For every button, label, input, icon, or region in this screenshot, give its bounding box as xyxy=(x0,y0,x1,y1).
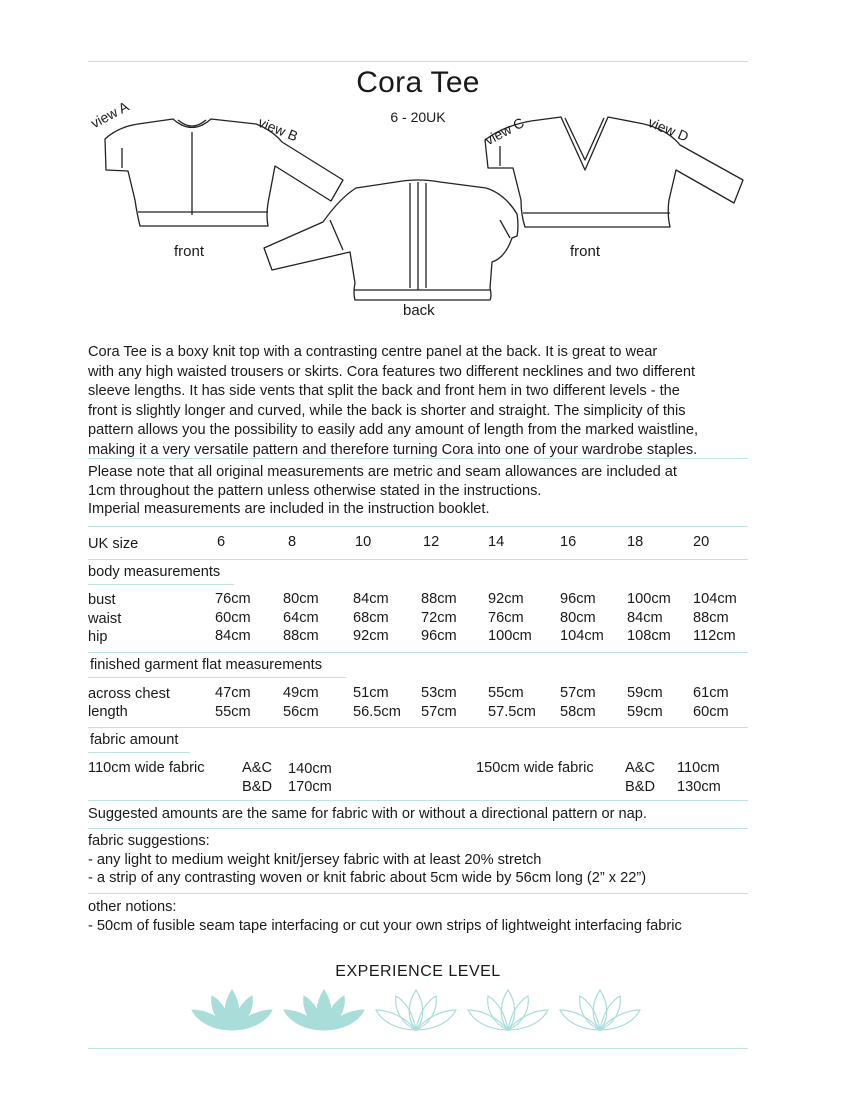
cell: 47cm xyxy=(215,685,251,701)
cell: 49cm xyxy=(283,685,319,701)
view-d-label: view D xyxy=(646,114,691,145)
lotus-icon-outline xyxy=(468,990,548,1030)
fabric-note: Suggested amounts are the same for fabric with or without a directional pattern or nap. xyxy=(88,806,647,822)
note-line: Imperial measurements are included in the instruction booklet. xyxy=(88,501,490,517)
cell: 104cm xyxy=(560,628,604,644)
fabric-110-label: 110cm wide fabric xyxy=(88,760,205,776)
row-label: hip xyxy=(88,629,108,645)
cell: 96cm xyxy=(560,591,596,607)
cell: 80cm xyxy=(560,610,596,626)
cell: 55cm xyxy=(488,685,524,701)
cell: 64cm xyxy=(283,610,319,626)
row-label: waist xyxy=(88,611,122,627)
description-line: making it a very versatile pattern and therefore turning Cora into one of your wardrobe staples. xyxy=(88,441,698,458)
size-col: 20 xyxy=(693,534,710,550)
cell: 100cm xyxy=(627,591,671,607)
cell: 61cm xyxy=(693,685,729,701)
description-line: with any high waisted trousers or skirts. Cora features two different necklines and two different xyxy=(88,363,696,380)
size-header-label: UK size xyxy=(88,536,139,552)
fabric-amount-title: fabric amount xyxy=(90,732,179,748)
size-col: 6 xyxy=(217,534,226,550)
suggestion-item: - a strip of any contrasting woven or knit fabric about 5cm wide by 56cm long (2” x 22”) xyxy=(88,870,647,886)
cell: 76cm xyxy=(215,591,251,607)
view-c-label: view C xyxy=(482,114,527,149)
size-col: 16 xyxy=(560,534,577,550)
cell: 108cm xyxy=(627,628,671,644)
cell: 51cm xyxy=(353,685,389,701)
description-line: sleeve lengths. It has side vents that split the back and front hem in two different levels - the xyxy=(88,383,680,400)
bottom-rule xyxy=(88,1048,748,1049)
cell: 84cm xyxy=(215,628,251,644)
cell: 80cm xyxy=(283,591,319,607)
fabric-suggestions-title: fabric suggestions: xyxy=(88,833,210,849)
cell: 57cm xyxy=(560,685,596,701)
lotus-icon-filled xyxy=(284,990,364,1030)
fabric-150-amount: 130cm xyxy=(677,779,721,795)
cell: 56.5cm xyxy=(353,704,401,720)
row-label: across chest xyxy=(88,686,170,702)
fabric-110-amount: 140cm xyxy=(288,761,332,777)
note-line: 1cm throughout the pattern unless otherwise stated in the instructions. xyxy=(88,482,542,499)
notion-item: - 50cm of fusible seam tape interfacing or cut your own strips of lightweight interfacing fabric xyxy=(88,917,682,934)
cell: 100cm xyxy=(488,628,532,644)
description-line: pattern allows you the possibility to easily add any amount of length from the marked waistline, xyxy=(88,422,699,439)
row-label: bust xyxy=(88,592,116,608)
fabric-150-views: A&C xyxy=(625,760,656,776)
back-caption: back xyxy=(403,302,435,319)
cell: 72cm xyxy=(421,610,457,626)
size-col: 10 xyxy=(355,534,372,550)
cell: 88cm xyxy=(421,591,457,607)
view-a-label: view A xyxy=(88,98,132,132)
cell: 88cm xyxy=(693,610,729,626)
body-measurements-title: body measurements xyxy=(88,564,221,580)
finished-measurements-title: finished garment flat measurements xyxy=(90,657,322,673)
cell: 76cm xyxy=(488,610,524,626)
cell: 68cm xyxy=(353,610,389,626)
cell: 57cm xyxy=(421,704,457,720)
page-title: Cora Tee xyxy=(356,66,480,99)
cell: 60cm xyxy=(693,704,729,720)
size-col: 12 xyxy=(423,534,440,550)
cell: 92cm xyxy=(488,591,524,607)
cell: 55cm xyxy=(215,704,251,720)
cell: 88cm xyxy=(283,628,319,644)
cell: 104cm xyxy=(693,591,737,607)
cell: 53cm xyxy=(421,685,457,701)
lotus-icon-outline xyxy=(560,990,640,1030)
lotus-icon-outline xyxy=(376,990,456,1030)
cell: 112cm xyxy=(693,628,736,644)
description-line: Cora Tee is a boxy knit top with a contrasting centre panel at the back. It is great to wear xyxy=(88,344,658,360)
cell: 60cm xyxy=(215,610,251,626)
fabric-110-views: A&C xyxy=(242,760,273,776)
front-caption-right: front xyxy=(570,243,601,260)
other-notions-title: other notions: xyxy=(88,899,177,915)
size-col: 14 xyxy=(488,534,505,550)
suggestion-item: - any light to medium weight knit/jersey fabric with at least 20% stretch xyxy=(88,851,542,868)
cell: 57.5cm xyxy=(488,704,536,720)
view-b-label: view B xyxy=(256,114,301,145)
front-caption-left: front xyxy=(174,243,205,260)
size-range: 6 - 20UK xyxy=(390,109,446,125)
fabric-150-views: B&D xyxy=(625,779,656,795)
lotus-icon-filled xyxy=(192,990,272,1030)
cell: 58cm xyxy=(560,704,596,720)
size-col: 18 xyxy=(627,534,644,550)
fabric-110-views: B&D xyxy=(242,779,273,795)
fabric-110-amount: 170cm xyxy=(288,779,332,795)
cell: 84cm xyxy=(627,610,663,626)
fabric-150-amount: 110cm xyxy=(677,760,720,776)
note-line: Please note that all original measurements are metric and seam allowances are included at xyxy=(88,464,677,480)
cell: 84cm xyxy=(353,591,389,607)
cell: 56cm xyxy=(283,704,319,720)
cell: 96cm xyxy=(421,628,457,644)
description-line: front is slightly longer and curved, while the back is shorter and straight. The simplicity of this xyxy=(88,402,686,419)
fabric-150-label: 150cm wide fabric xyxy=(476,760,594,776)
cell: 59cm xyxy=(627,704,663,720)
cell: 59cm xyxy=(627,685,663,701)
row-label: length xyxy=(88,704,128,720)
experience-level-title: EXPERIENCE LEVEL xyxy=(335,963,501,980)
cell: 92cm xyxy=(353,628,389,644)
size-col: 8 xyxy=(288,534,297,550)
